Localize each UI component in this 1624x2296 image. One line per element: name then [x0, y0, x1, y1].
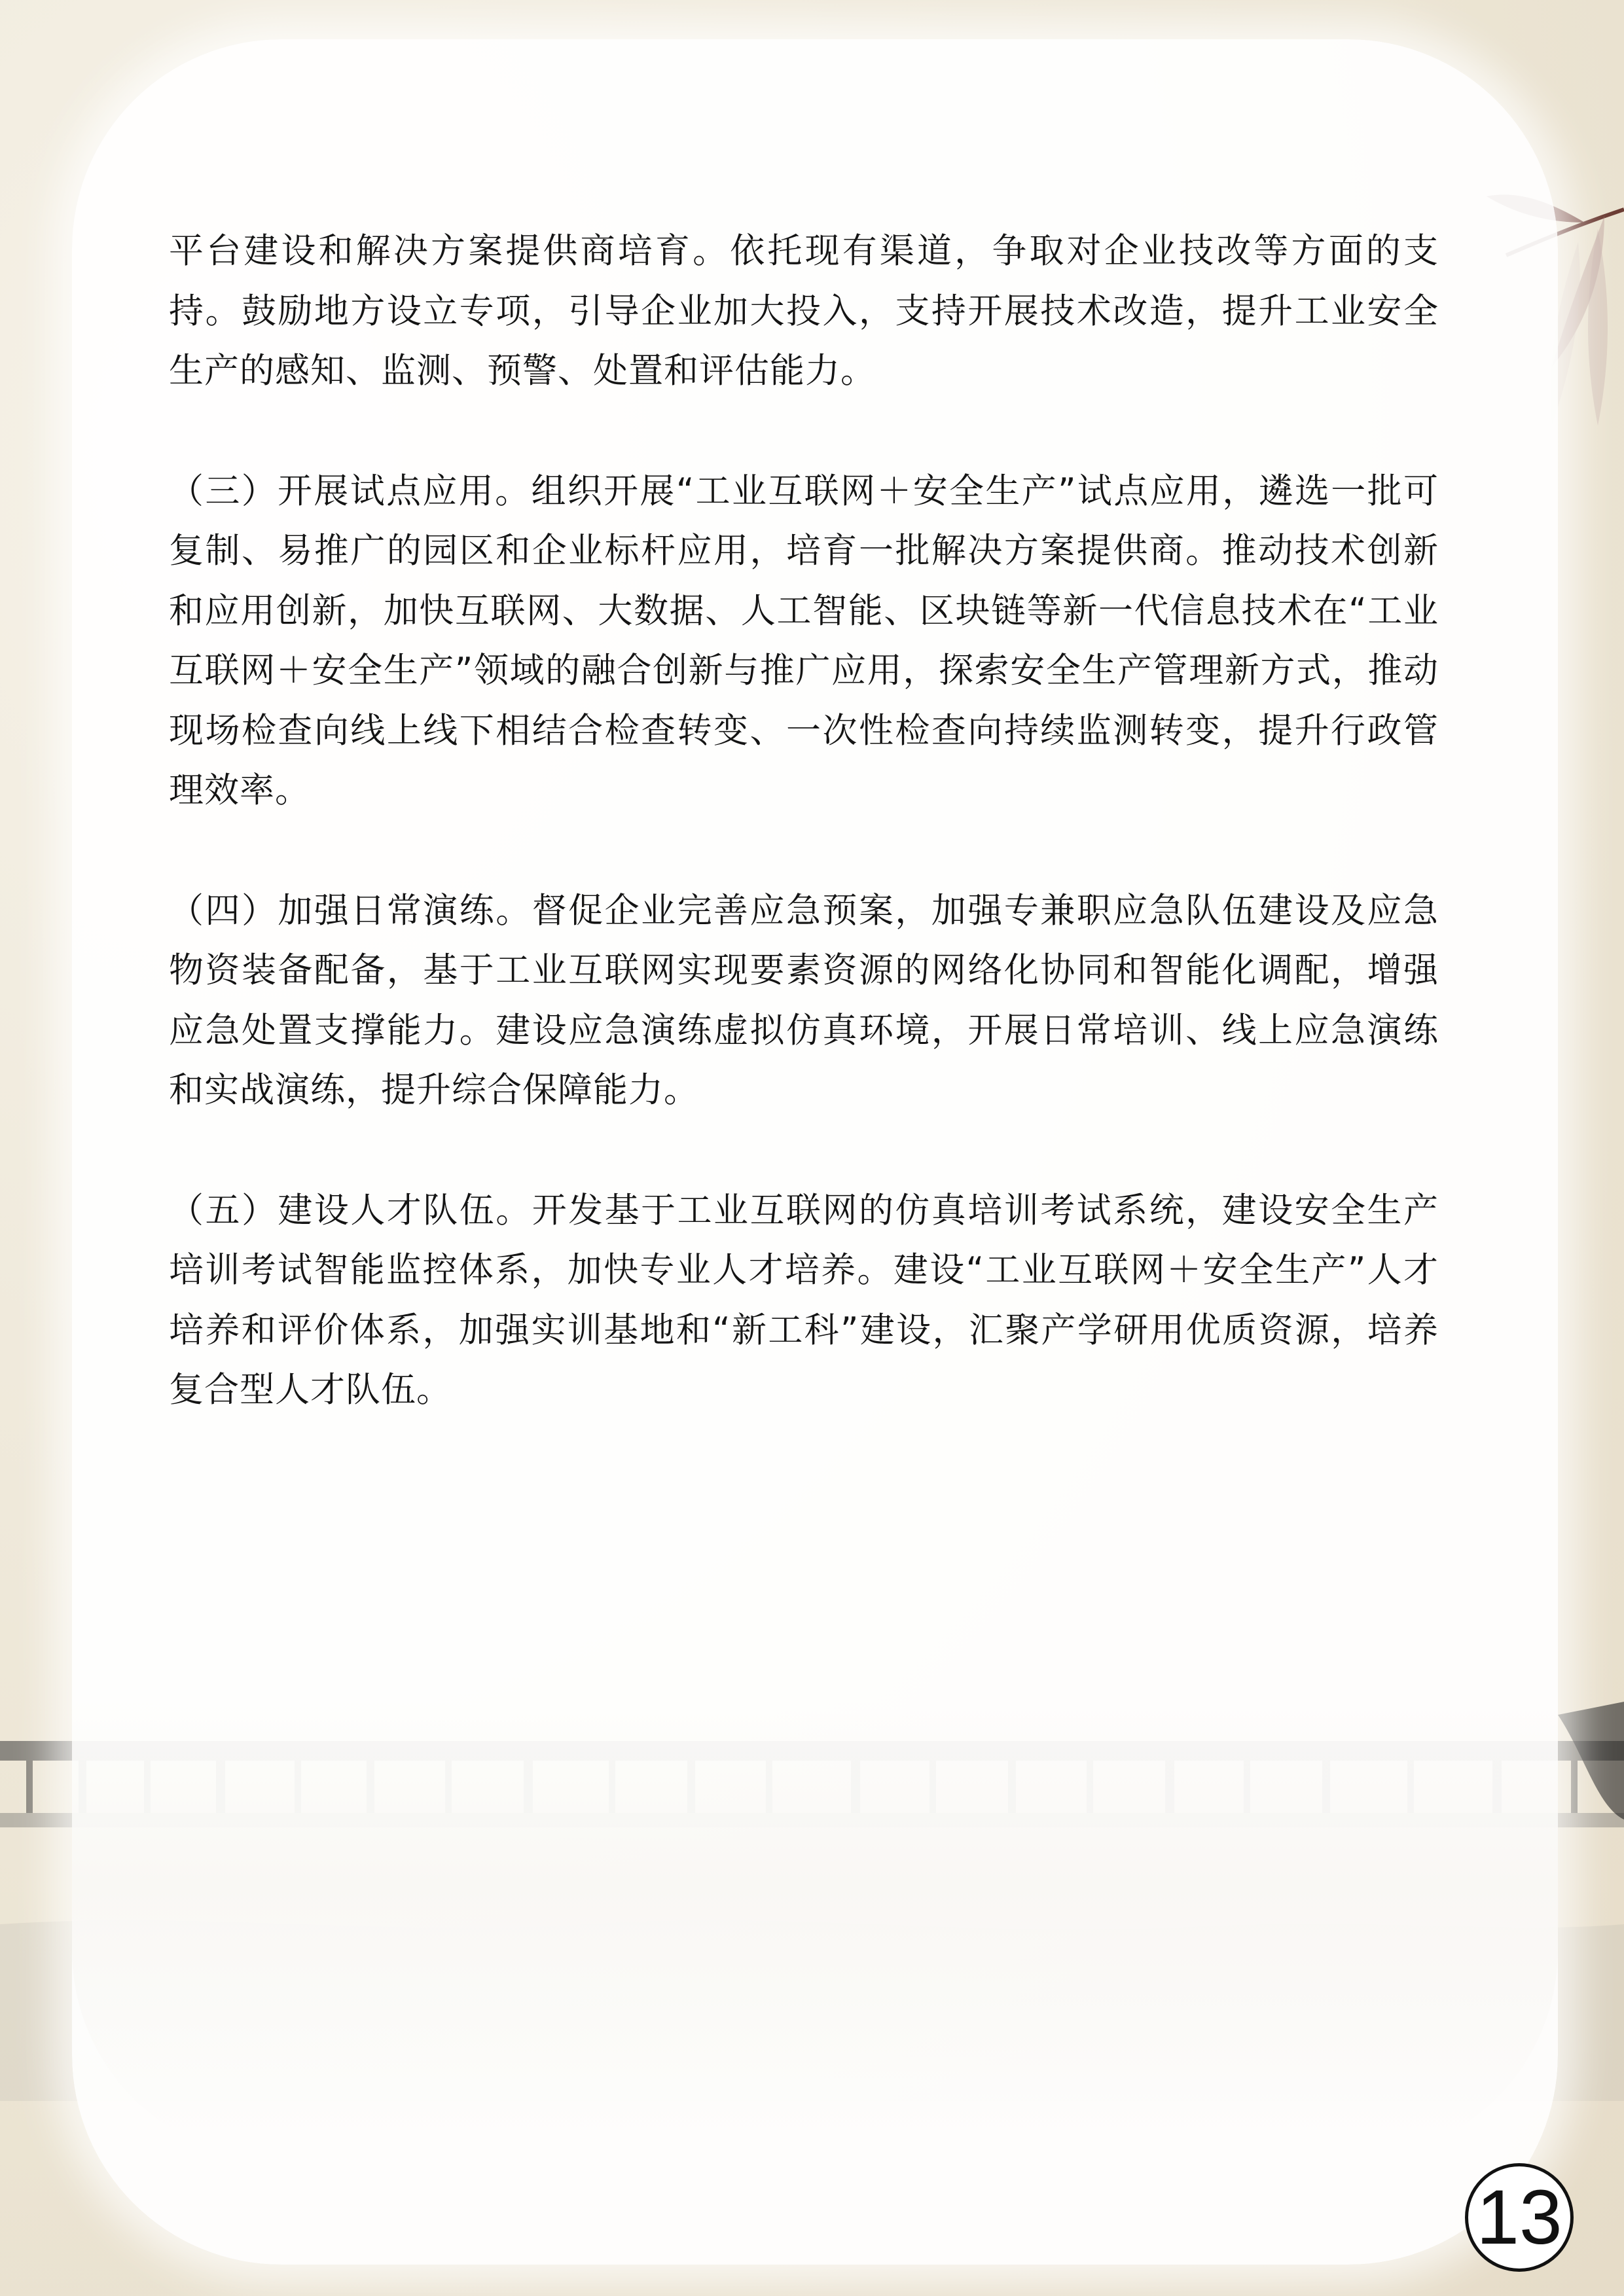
- paragraph-platform-building: 平台建设和解决方案提供商培育。依托现有渠道，争取对企业技改等方面的支持。鼓励地方设立专项，引导企业加大投入，支持开展技术改造，提升工业安全生产的感知、监测、预警、处置和评估能力。: [169, 231, 1439, 391]
- paragraph-daily-drills: （四）加强日常演练。督促企业完善应急预案，加强专兼职应急队伍建设及应急物资装备配备，基于工业互联网实现要素资源的网络化协同和智能化调配，增强应急处置支撑能力。建设应急演练虚拟仿真环境，开展日常培训、线上应急演练和实战演练，提升综合保障能力。: [169, 890, 1439, 1110]
- document-body: [169, 221, 1439, 1480]
- page-number-badge: 13: [1465, 2163, 1574, 2272]
- paragraph-talent-team: （五）建设人才队伍。开发基于工业互联网的仿真培训考试系统，建设安全生产培训考试智能监控体系，加快专业人才培养。建设“工业互联网＋安全生产”人才培养和评价体系，加强实训基地和“新工科”建设，汇聚产学研用优质资源，培养复合型人才队伍。: [169, 1190, 1439, 1410]
- paragraph-pilot-application: （三）开展试点应用。组织开展“工业互联网＋安全生产”试点应用，遴选一批可复制、易推广的园区和企业标杆应用，培育一批解决方案提供商。推动技术创新和应用创新，加快互联网、大数据、人工智能、区块链等新一代信息技术在“工业互联网＋安全生产”领域的融合创新与推广应用，探索安全生产管理新方式，推动现场检查向线上线下相结合检查转变、一次性检查向持续监测转变，提升行政管理效率。: [169, 471, 1439, 810]
